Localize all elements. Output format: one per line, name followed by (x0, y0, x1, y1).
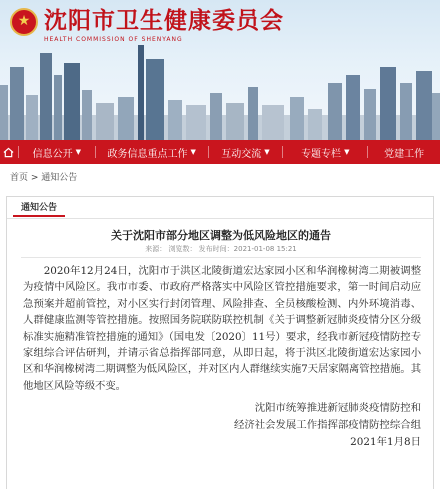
chevron-down-icon: ▼ (75, 148, 82, 156)
article-signature-line1: 沈阳市统筹推进新冠肺炎疫情防控和 (254, 402, 421, 414)
nav-item-label: 党建工作 (384, 148, 425, 160)
article-divider (21, 257, 421, 258)
content-panel (6, 196, 434, 489)
nav-item-label: 政务信息重点工作 (107, 148, 188, 160)
panel-divider (7, 218, 433, 219)
nav-item-label: 专题专栏 (301, 148, 342, 160)
breadcrumb-home-link[interactable]: 首页 (10, 173, 29, 183)
site-title: 沈阳市卫生健康委员会 (44, 7, 284, 34)
nav-item-label: 信息公开 (32, 148, 73, 160)
nav-item-info-disclosure[interactable] (19, 140, 95, 164)
breadcrumb-separator: > (28, 173, 42, 183)
breadcrumb-current-link[interactable]: 通知公告 (41, 173, 78, 183)
header-banner (0, 0, 440, 140)
breadcrumb (10, 170, 77, 183)
nav-item-interaction[interactable] (209, 140, 283, 164)
site-logo[interactable] (10, 8, 284, 36)
nav-home[interactable] (0, 140, 18, 164)
home-icon (3, 147, 14, 158)
site-subtitle: HEALTH COMMISSION OF SHENYANG (44, 36, 183, 43)
article-title: 关于沈阳市部分地区调整为低风险地区的通告 (111, 229, 331, 242)
nav-item-label: 互动交流 (221, 148, 262, 160)
article-signature-line2: 经济社会发展工作指挥部疫情防控综合组 (233, 419, 421, 431)
chevron-down-icon: ▼ (264, 148, 270, 156)
article-date: 2021年1月8日 (350, 436, 421, 448)
article-meta: 来源： 浏览数： 发布时间：2021-01-08 15:21 (145, 245, 297, 253)
nav-item-government-affairs[interactable] (96, 140, 208, 164)
nav-item-party-building[interactable] (368, 140, 440, 164)
article-body: 2020年12月24日，沈阳市于洪区北陵街道宏达家园小区和华润橡树湾二期被调整为疫情中风险区。我市市委、市政府严格落实中风险区管控措施要求，第一时间启动应急预案并超前管控，对小区实行封闭管理、风险排查、全员核酸检测、内外环境消毒、人群健康监测等管控措施。按照国务院联防联控机制《关于调整新冠肺炎疫情分区分级标准实施精准管控措施的通知》（国电发〔2020〕11号）要求，经我市新冠疫情防控专家组综合评估研判，并请示省总指挥部同意，从即日起，将于洪区北陵街道宏达家园小区和华润橡树湾二期调整为低风险区，并对区内人群继续实施7天居家隔离管控措施。其他地区风险等级不变。 (23, 265, 421, 392)
nav-item-special-topics[interactable] (283, 140, 367, 164)
chevron-down-icon: ▼ (190, 148, 196, 156)
panel-tab-notices[interactable]: 通知公告 (13, 199, 65, 217)
emblem-icon (10, 8, 38, 36)
chevron-down-icon: ▼ (344, 148, 350, 156)
main-nav (0, 140, 440, 164)
city-skyline-image (0, 45, 440, 140)
